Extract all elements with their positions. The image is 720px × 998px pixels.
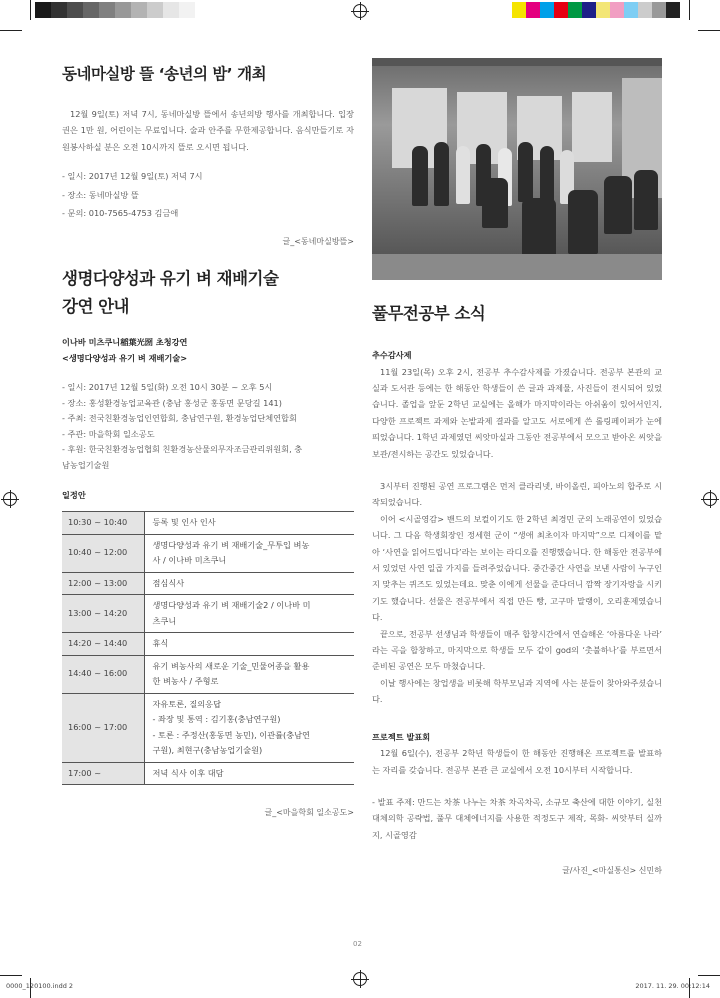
schedule-desc-line: 점심식사 <box>152 577 185 588</box>
schedule-desc-line: 생명다양성과 유기 벼 재배기술_무투입 벼농 <box>152 539 310 550</box>
print-timestamp: 2017. 11. 29. 00:12:14 <box>635 982 710 990</box>
event2-speaker: 이나바 미츠쿠니稲葉光圀 초청강연 <box>62 337 188 347</box>
section1-paragraph: 11월 23일(목) 오후 2시, 전공부 추수감사제를 가졌습니다. 전공부 본관의 교실과 도서관 등에는 한 해동안 학생들이 쓴 글과 과제물, 사진들이 전시되어 있었습니다. 졸업을 앞둔 2학년 교실에는 올해가 마지막이라는 아쉬움이 있어서인지, 다양한 프로젝트 과제와 논밭과제 결과를 알고도 서로에게 쓴 롤링페이퍼가 눈에 띄었습니다. 1학년 과제였던 씨앗마실과 그동안 전공부에서 모으고 받아온 씨앗을 보관/전시하는 공간도 있었습니다. <box>372 366 662 459</box>
schedule-desc <box>144 633 354 656</box>
crop-mark <box>698 30 720 31</box>
schedule-desc-line: 휴식 <box>152 638 169 649</box>
table-row <box>62 534 354 572</box>
schedule-desc-line: 유기 벼농사의 새로운 기술_민물어종을 활용 <box>152 660 310 671</box>
registration-mark-left <box>3 492 17 506</box>
event-photo <box>372 58 662 280</box>
schedule-table <box>62 511 354 785</box>
event1-title: 동네마실방 뜰 ‘송년의 밤’ 개최 <box>62 65 267 83</box>
event1-detail: - 장소: 동네마실방 뜰 <box>62 189 139 200</box>
schedule-time: 17:00 ~ <box>62 762 144 785</box>
section1-paragraph: 끝으로, 전공부 선생님과 학생들이 매주 합창시간에서 연습해온 ‘아름다운 나라’ 라는 곡을 합창하고, 마지막으로 학생들 모두 같이 god의 ‘촛불하나’를 부르면서 준비된 공연은 모두 마쳤습니다. <box>372 628 662 672</box>
event2-detail: - 일시: 2017년 12월 5일(화) 오전 10시 30분 ~ 오후 5시 <box>62 382 273 392</box>
person <box>518 142 533 202</box>
event2-title-line1: 생명다양성과 유기 벼 재배기술 <box>62 269 279 288</box>
event2-subtitle: <생명다양성과 유기 벼 재배기술> <box>62 352 188 363</box>
crop-mark <box>0 30 22 31</box>
event2-detail: 남농업기술원 <box>62 459 110 470</box>
crop-mark <box>698 975 720 976</box>
schedule-desc-line: 츠쿠니 <box>152 615 177 626</box>
person <box>456 146 470 204</box>
schedule-desc <box>144 762 354 785</box>
table-row <box>62 595 354 633</box>
schedule-time: 14:40 ~ 16:00 <box>62 655 144 693</box>
event2-detail: - 주관: 마을학회 일소공도 <box>62 428 155 439</box>
schedule-desc-line: 저녁 식사 이후 대담 <box>152 767 224 778</box>
event2-detail: - 주최: 전국친환경농업인연합회, 충남연구원, 환경농업단체연합회 <box>62 413 297 424</box>
event1-detail: - 일시: 2017년 12월 9일(토) 저녁 7시 <box>62 171 203 182</box>
registration-mark-bottom <box>353 972 367 986</box>
ceiling-light <box>372 58 662 66</box>
event2-title-line2: 강연 안내 <box>62 297 130 316</box>
crop-mark <box>30 0 31 20</box>
schedule-desc <box>144 655 354 693</box>
crop-mark <box>689 0 690 20</box>
section2-topics: - 발표 주제: 만드는 차茶 나누는 차茶 차곡차곡, 소규모 축산에 대한 이야기, 실천 대체의학 공략법, 풀무 대체에너지를 사용한 적정도구 제작, 목화- 씨앗부터 실까지, 시골영감 <box>372 796 662 840</box>
schedule-time: 10:40 ~ 12:00 <box>62 534 144 572</box>
section1-head: 추수감사제 <box>372 350 412 360</box>
table-row <box>62 512 354 535</box>
schedule-time: 16:00 ~ 17:00 <box>62 693 144 762</box>
table-row <box>62 633 354 656</box>
event2-detail: - 장소: 홍성환경농업교육관 (충남 홍성군 홍동면 문당길 141) <box>62 397 282 408</box>
crop-mark <box>0 975 22 976</box>
event1-details <box>62 169 354 222</box>
news-credit: 글/사진_<마실통신> 신민하 <box>562 866 662 876</box>
schedule-desc-line: 등록 및 인사 인사 <box>152 517 216 528</box>
schedule-desc <box>144 693 354 762</box>
schedule-desc <box>144 512 354 535</box>
registration-mark-top <box>353 4 367 18</box>
schedule-desc-line: 한 벼농사 / 주형로 <box>152 676 219 687</box>
schedule-time: 12:00 ~ 13:00 <box>62 572 144 595</box>
schedule-desc-line: - 좌장 및 통역 : 김기홍(충남연구원) <box>152 714 281 725</box>
schedule-time: 10:30 ~ 10:40 <box>62 512 144 535</box>
color-bar <box>512 2 680 18</box>
left-column <box>62 58 354 818</box>
section1-paragraph: 이날 행사에는 창업생을 비롯해 학부모님과 지역에 사는 분들이 찾아와주셨습니다. <box>372 677 662 705</box>
event2-details <box>62 380 354 474</box>
event2-title <box>62 265 354 321</box>
section1-paragraph: 이어 <시골영감> 밴드의 보컬이기도 한 2학년 최경민 군의 노래공연이 있었습니다. 그 다음 학생회장인 정세현 군이 “생애 최초이자 마지막”으로 디제이를 맡아 ‘사연을 읽어드립니다’라는 보이는 라디오를 진행했습니다. 한 해동안 전공부에서 있었던 사연 일곱 가지를 들려주었습니다. 중간중간 사연을 보낸 사람이 누구인지 맞추는 퀴즈도 있었는데요. 맞춘 이에게 선물을 준다더니 깜짝 장기자랑을 시키기도 했습니다. 선물은 전공부에서 직접 만든 빵, 고구마 말랭이, 오리훈제였습니다. <box>372 513 662 623</box>
section1-paragraph: 3시부터 진행된 공연 프로그램은 먼저 클라리넷, 바이올린, 피아노의 합주로 시작되었습니다. <box>372 480 662 508</box>
schedule-time: 14:20 ~ 14:40 <box>62 633 144 656</box>
page-number: 02 <box>353 940 362 948</box>
table-row <box>62 693 354 762</box>
section2-paragraph: 12월 6일(수), 전공부 2학년 학생들이 한 해동안 진행해온 프로젝트를 발표하는 자리를 갖습니다. 전공부 본관 큰 교실에서 오전 10시부터 시작합니다. <box>372 748 662 775</box>
event2-credit: 글_<마을학회 일소공도> <box>264 808 354 818</box>
table-row <box>62 655 354 693</box>
schedule-desc-line: 사 / 이나바 미츠쿠니 <box>152 555 227 566</box>
news-title: 풀무전공부 소식 <box>372 304 486 323</box>
person <box>634 170 658 230</box>
event1-credit: 글_<동네마실방뜰> <box>282 237 354 246</box>
person <box>540 146 554 204</box>
event1-detail: - 문의: 010-7565-4753 김금애 <box>62 208 179 219</box>
person <box>522 198 556 258</box>
schedule-desc-line: - 토론 : 주정산(홍동면 농민), 이관률(충남연 <box>152 729 310 740</box>
right-column <box>372 58 662 876</box>
person <box>434 142 449 206</box>
table-row <box>62 762 354 785</box>
grayscale-bar <box>35 2 195 18</box>
schedule-desc-line: 자유토론, 질의응답 <box>152 698 221 709</box>
schedule-time: 13:00 ~ 14:20 <box>62 595 144 633</box>
file-name: 0000_120100.indd 2 <box>6 982 74 990</box>
event1-body: 12월 9일(토) 저녁 7시, 동네마실방 뜰에서 송년의방 행사를 개최합니다. 입장권은 1만 원, 어린이는 무료입니다. 술과 안주를 무한제공합니다. 음식만들기로 자원봉사하실 분은 오전 10시까지 뜰로 오시면 됩니다. <box>62 109 354 152</box>
schedule-desc-line: 구원), 최현구(충남농업기술원) <box>152 745 263 756</box>
schedule-desc <box>144 572 354 595</box>
table-row <box>62 572 354 595</box>
schedule-desc <box>144 534 354 572</box>
floor <box>372 254 662 280</box>
person <box>604 176 632 234</box>
schedule-desc <box>144 595 354 633</box>
registration-mark-right <box>703 492 717 506</box>
window <box>572 92 612 162</box>
person <box>482 178 508 228</box>
schedule-desc-line: 생명다양성과 유기 벼 재배기술2 / 이나바 미 <box>152 600 311 611</box>
schedule-title: 일정안 <box>62 489 86 500</box>
event2-detail: - 후원: 한국친환경농업협회 친환경농산물의무자조금관리위원회, 충 <box>62 444 303 455</box>
section2-head: 프로젝트 발표회 <box>372 731 431 742</box>
person <box>568 190 598 254</box>
person <box>412 146 428 206</box>
